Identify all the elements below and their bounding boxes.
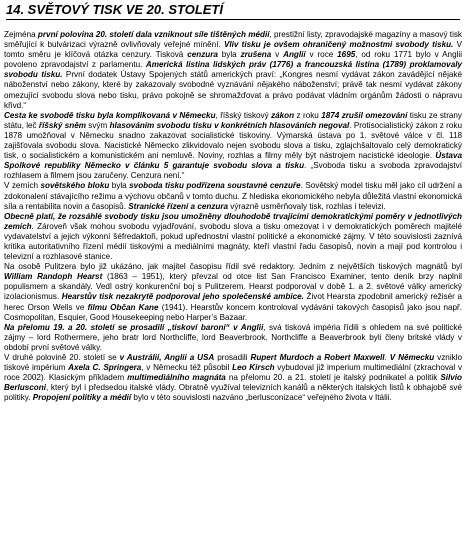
text-run: , v Německu též působil <box>141 363 233 373</box>
emphasized-text: Na přelomu 19. a 20. století se prosadili „tiskoví baroni“ v Anglii <box>4 322 264 332</box>
emphasized-text: 1695 <box>337 50 356 60</box>
emphasized-text: 1874 zrušil omezování <box>321 110 408 120</box>
emphasized-text: Vliv tisku je ovšem ohraničený možnostmi svobody tisku. <box>223 40 454 50</box>
text-run: v <box>271 50 284 60</box>
text-run: , svá tisková impéria řídili s ohledem na své politické zájmy – lord Rothermere, jeho bratr lord Northcliffe, lord Beaverbrook. Northcliffe a Beaverbrook byli členy britské vlády v období první světové války. <box>4 322 462 352</box>
text-run: vybudoval již imperium multimediální (zkrachoval v roce 2002). Klasickým příkladem <box>4 363 463 383</box>
text-run: prosadili <box>214 353 251 362</box>
text-run: (1863 – 1951), který převzal od otce list San Francisco Examiner, tento deník brzy naplnil populismem a skandály. Vedl ostrý konkurenční boj s Pulitzerem. Hearst podporoval v době 1. a 2. světové války americký izolacionismus. <box>4 272 462 302</box>
emphasized-text: svoboda tisku podřízena soustavné cenzuře <box>129 181 301 191</box>
emphasized-text: Stranické řízení a cenzura <box>128 201 229 211</box>
emphasized-text: cenzura <box>187 50 218 60</box>
emphasized-text: Silvio Berlusconi <box>4 373 462 393</box>
emphasized-text: sovětského bloku <box>40 181 110 191</box>
emphasized-text: hlasováním svobodu tisku v konkrétních hlasováních negoval <box>109 120 350 130</box>
text-run: z roku <box>294 110 322 120</box>
emphasized-text: v Austrálii, Anglii a USA <box>119 353 215 362</box>
text-run: Na osobě Pulitzera bylo již ukázáno, jak majitel časopisu řídil své redaktory. Jedním z největších tiskových magnátů byl <box>4 262 462 272</box>
emphasized-text: William Randoph Hearst <box>4 272 103 282</box>
text-run: byla <box>217 50 241 60</box>
emphasized-text: Ústava Spolkové republiky Německo v článku 5 garantuje svobodu slova a tisku <box>4 151 462 171</box>
text-run: byla <box>109 181 130 191</box>
paragraph <box>4 212 462 262</box>
text-run: . Zároveň však mohou svobodu vyjadřování, svobodu slova a tisku omezovat i v demokratických poměrech majitelé vydavatelství a jejich výkonní šéfredaktoři, pokud upřednostní vlastní politické a ekonomické zájmy. V této souvislosti zaznívá kritika autoritativního řízení médií tiskovými a mediálními magnáty, kteří vlastní řadu časopisů, novin a mají pod kontrolou i televizní a rozhlasové stanice. <box>4 221 462 262</box>
emphasized-text: multimediálního magnáta <box>127 373 226 383</box>
text-run: V zemích <box>4 181 41 191</box>
paragraph <box>4 111 462 182</box>
emphasized-text: V Německu <box>389 353 435 362</box>
emphasized-text: Anglii <box>283 50 306 60</box>
emphasized-text: Axela C. Springera <box>68 363 142 373</box>
emphasized-text: říšský sněm <box>38 120 86 130</box>
emphasized-text: zákon <box>271 110 295 120</box>
emphasized-text: první polovina 20. století dala vzniknout síle tištěných médií <box>37 30 270 39</box>
article-body <box>4 30 462 551</box>
paragraph <box>4 323 462 353</box>
paragraph <box>4 353 462 403</box>
text-run: , říšský tiskový <box>215 110 272 120</box>
emphasized-text: Americká listina lidských práv (1776) a francouzská listina (1789) proklamovaly svobodu tisku. <box>4 60 462 80</box>
text-run: . Sovětský model tisku měl jako cíl udržení a zdokonalení stávajícího režimu a výchovu občanů v tomto duchu. Z hlediska ekonomického nebyla důležitá vlastní ekonomická síla a rentabilita novin a časopisů. <box>4 181 463 211</box>
emphasized-text: filmu Občan Kane <box>87 302 159 312</box>
text-run: . <box>384 353 390 362</box>
text-run: . „Svoboda tisku a svoboda zpravodajství rozhlasem a filmem jsou zaručeny. Cenzura není.“ <box>4 161 462 181</box>
text-run: bylo v této souvislosti nazváno „berlusconizace“ veřejného života v Itálii. <box>131 393 392 403</box>
text-run: Zejména <box>4 30 38 39</box>
text-run: tisku ze strany státu, leč <box>4 110 462 130</box>
emphasized-text: Leo Kirsch <box>232 363 275 373</box>
emphasized-text: Rupert Murdoch a Robert Maxwell <box>250 353 385 362</box>
text-run: V tomto směru je klíčová otázka cenzury. Tisková <box>4 40 462 60</box>
text-run: V druhé polovině 20. století se <box>4 353 120 362</box>
text-run: svým <box>85 120 110 130</box>
text-run: , který byl i předsedou italské vlády. Obratně využíval televizních kanálů a některých italských listů k obhajobě své politiky. <box>4 383 462 403</box>
text-run: První dodatek Ústavy Spojených států amerických praví: „Kongres nesmí vydávat zákon zavádějící nějaké náboženství nebo zákony, které by zakazovaly svobodné vyznávání nějakého náboženství; právě tak nesmí vydávat zákony omezující svobodu slova nebo tisku, právo pokojně se shromažďovat a právo podávat vládním orgánům žádosti o nápravu křivd.“ <box>4 70 462 110</box>
paragraph <box>4 262 462 323</box>
emphasized-text: zrušena <box>240 50 272 60</box>
paragraph <box>4 181 462 211</box>
emphasized-text: Obecně platí, že rozsáhlé svobody tisku jsou umožněny dlouhodobě trvajícími demokratickými poměry v jednotlivých zemích <box>4 211 462 231</box>
text-run: . Protisocialistický zákon z roku 1878 umožňoval v Německu snadno zakazovat socialistické tiskoviny. Výmarská ústava po 1. světové válce v čl. 118 zajišťovala svobodu slova. Nacistické Německo zlikvidovalo nejen svobodu slova a tisku, zglajchšaltovalo celý demokratický tisk, o socialistickém a komunistickém ani nemluvě. Noviny, rozhlas a filmy měly být nástrojem nacistické ideologie. <box>4 120 462 161</box>
text-run: (1941). Hearstův koncern kontroloval vydávání takových časopisů jako jsou např. Cosmopolitan, Esquier, Good Housekeeping nebo Harper’s Bazaar. <box>4 302 462 322</box>
emphasized-text: Propojení politiky a médií <box>32 393 132 403</box>
emphasized-text: Hearstův tisk nezakrytě podporoval jeho společenské ambice. <box>61 292 304 302</box>
text-run: výrazně usměrňovaly tisk, rozhlas i televizi. <box>228 201 386 211</box>
text-run: na přelomu 20. a 21. století je italský podnikatel a politik <box>225 373 441 383</box>
text-run: v roce <box>305 50 338 60</box>
text-run: vzniklo tiskové impérium <box>4 353 463 373</box>
text-run: , prestižní listy, zpravodajské magazíny a masový tisk směřující k bulvárizaci výrazně ovlivňovaly veřejné mínění. <box>4 30 462 50</box>
text-run: Život Hearsta zpodobnil americký režisér a herec Orson Wells ve <box>4 292 462 312</box>
paragraph <box>4 30 462 111</box>
chapter-heading: 14. SVĚTOVÝ TISK VE 20. STOLETÍ <box>6 2 460 20</box>
text-run: , od roku 1771 bylo v Anglii povoleno zpravodajství z parlamentu. <box>4 50 463 70</box>
emphasized-text: Cesta ke svobodě tisku byla komplikovaná v Německu <box>4 110 216 120</box>
